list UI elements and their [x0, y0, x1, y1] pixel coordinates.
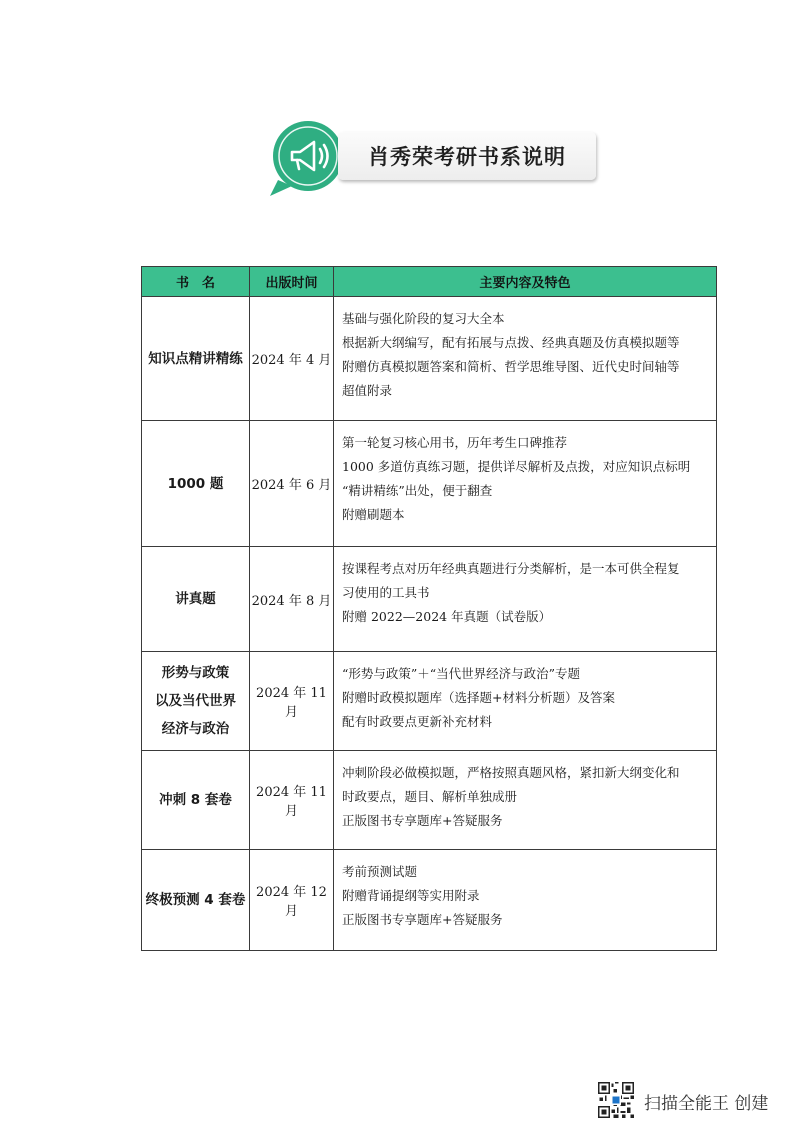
content-line: 配有时政要点更新补充材料 — [342, 714, 493, 729]
content-line: 附赠 2022—2024 年真题（试卷版） — [342, 609, 552, 624]
table-row — [142, 652, 717, 751]
content-line: 基础与强化阶段的复习大全本 — [342, 311, 505, 326]
content-line: 超值附录 — [342, 383, 393, 398]
content-line: 根据新大纲编写，配有拓展与点拨、经典真题及仿真模拟题等 — [342, 335, 680, 350]
content-line: 正版图书专享题库+答疑服务 — [342, 912, 503, 927]
megaphone-icon — [268, 118, 348, 198]
content-line: 1000 多道仿真练习题，提供详尽解析及点拨，对应知识点标明 — [342, 459, 691, 474]
book-name-cell — [142, 421, 250, 547]
qr-code-icon — [598, 1082, 634, 1118]
content-line: 考前预测试题 — [342, 864, 418, 879]
table-row — [142, 547, 717, 652]
title-box — [338, 132, 596, 180]
book-name-cell — [142, 850, 250, 951]
scanner-watermark — [598, 1082, 788, 1118]
table-row — [142, 751, 717, 850]
book-name: 形势与政策 — [161, 665, 230, 681]
book-name: 讲真题 — [175, 591, 216, 607]
content-cell — [334, 751, 717, 850]
book-name-cell — [142, 297, 250, 421]
book-name: 经济与政治 — [161, 721, 230, 737]
table-row — [142, 297, 717, 421]
publish-date: 2024 年 12 月 — [250, 850, 334, 951]
content-line: 附赠仿真模拟题答案和简析、哲学思维导图、近代史时间轴等 — [342, 359, 680, 374]
page-title: 肖秀荣考研书系说明 — [368, 145, 566, 169]
content-line: 时政要点，题目、解析单独成册 — [342, 789, 518, 804]
content-line: 按课程考点对历年经典真题进行分类解析，是一本可供全程复 — [342, 561, 680, 576]
content-cell — [334, 652, 717, 751]
content-line: 附赠时政模拟题库（选择题+材料分析题）及答案 — [342, 690, 615, 705]
book-name: 1000 题 — [167, 475, 224, 492]
table-row — [142, 850, 717, 951]
content-line: 第一轮复习核心用书，历年考生口碑推荐 — [342, 435, 568, 450]
publish-date: 2024 年 11 月 — [250, 652, 334, 751]
watermark-text: 扫描全能王 创建 — [644, 1094, 769, 1114]
book-name-cell — [142, 652, 250, 751]
book-name: 知识点精讲精练 — [148, 350, 243, 367]
content-cell — [334, 850, 717, 951]
publish-date: 2024 年 4 月 — [250, 297, 334, 421]
content-line: 冲刺阶段必做模拟题，严格按照真题风格，紧扣新大纲变化和 — [342, 765, 680, 780]
table-row — [142, 421, 717, 547]
content-cell — [334, 297, 717, 421]
publish-date: 2024 年 8 月 — [250, 547, 334, 652]
book-name: 冲刺 8 套卷 — [159, 792, 232, 808]
content-cell — [334, 421, 717, 547]
book-series-table — [141, 266, 717, 951]
column-header-date: 出版时间 — [250, 267, 334, 297]
book-name: 终极预测 4 套卷 — [145, 892, 246, 908]
content-line: 习使用的工具书 — [342, 585, 430, 600]
column-header-content: 主要内容及特色 — [334, 267, 717, 297]
content-line: 正版图书专享题库+答疑服务 — [342, 813, 503, 828]
column-header-name: 书 名 — [142, 267, 250, 297]
book-name-cell — [142, 751, 250, 850]
book-name-cell — [142, 547, 250, 652]
table-header-row — [142, 267, 717, 297]
publish-date: 2024 年 11 月 — [250, 751, 334, 850]
content-line: 附赠刷题本 — [342, 507, 405, 522]
content-line: 附赠背诵提纲等实用附录 — [342, 888, 480, 903]
title-badge — [268, 118, 598, 198]
publish-date: 2024 年 6 月 — [250, 421, 334, 547]
content-line: “形势与政策”＋“当代世界经济与政治”专题 — [342, 666, 581, 681]
content-line: “精讲精练”出处，便于翻查 — [342, 483, 493, 498]
book-name: 以及当代世界 — [155, 693, 236, 709]
content-cell — [334, 547, 717, 652]
